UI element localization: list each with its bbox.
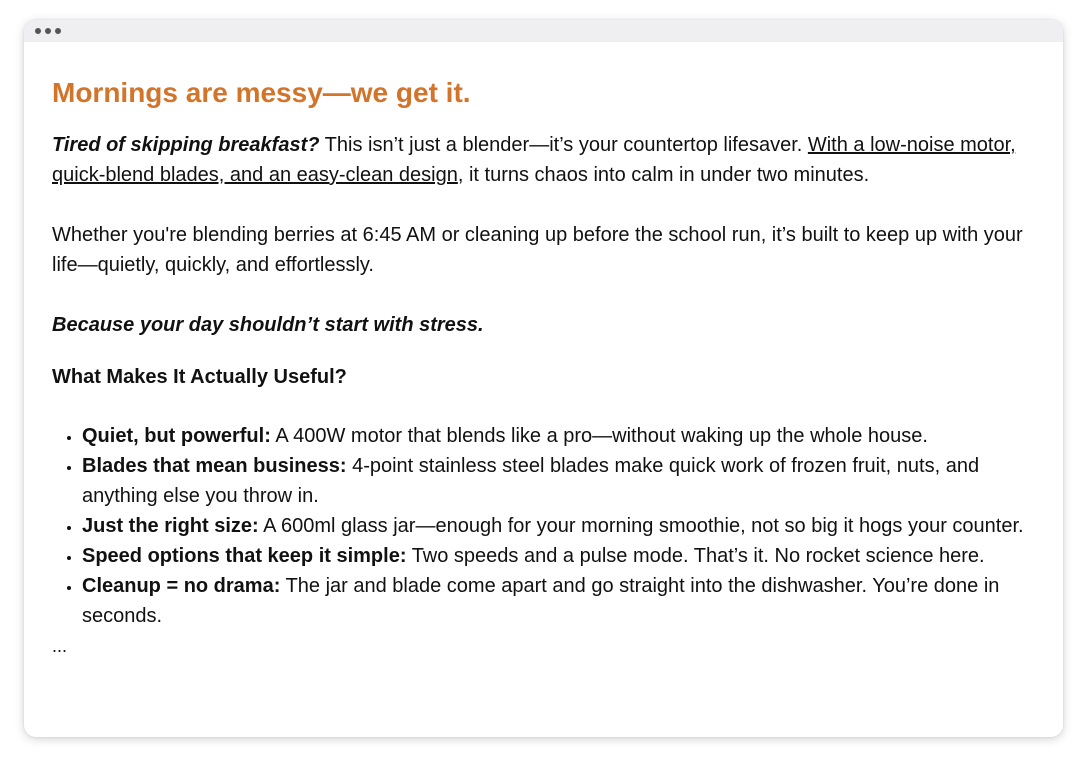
feature-title: Just the right size: xyxy=(82,515,259,537)
body-paragraph: Whether you're blending berries at 6:45 AM or cleaning up before the school run, it’s built to keep up with your life—quietly, quickly, and effortlessly. xyxy=(52,224,1023,276)
app-window xyxy=(24,20,1063,737)
window-control-dot-icon[interactable] xyxy=(35,28,41,34)
tagline: Because your day shouldn’t start with stress. xyxy=(52,314,484,336)
features-heading: What Makes It Actually Useful? xyxy=(52,366,347,388)
feature-title: Quiet, but powerful: xyxy=(82,425,271,447)
feature-title: Blades that mean business: xyxy=(82,455,347,477)
list-item xyxy=(82,451,1035,511)
feature-title: Cleanup = no drama: xyxy=(82,575,281,597)
list-item xyxy=(82,421,1035,451)
list-item xyxy=(82,571,1035,631)
article-content xyxy=(24,42,1063,659)
feature-text: 4-point stainless steel blades make quick work of frozen fruit, nuts, and anything else you throw in. xyxy=(82,455,980,507)
feature-text: A 400W motor that blends like a pro—without waking up the whole house. xyxy=(270,425,928,447)
intro-text-end: , it turns chaos into calm in under two minutes. xyxy=(457,164,870,186)
truncation-ellipsis: ... xyxy=(52,636,68,656)
feature-text: A 600ml glass jar—enough for your morning smoothie, not so big it hogs your counter. xyxy=(258,515,1024,537)
feature-text: The jar and blade come apart and go straight into the dishwasher. You’re done in seconds. xyxy=(82,575,1000,627)
window-titlebar xyxy=(24,20,1063,42)
intro-paragraph xyxy=(52,130,1035,190)
intro-lead: Tired of skipping breakfast? xyxy=(52,134,320,156)
list-item xyxy=(82,541,1035,571)
intro-text: This isn’t just a blender—it’s your countertop lifesaver. xyxy=(319,134,808,156)
window-control-dot-icon[interactable] xyxy=(55,28,61,34)
feature-text: Two speeds and a pulse mode. That’s it. No rocket science here. xyxy=(406,545,985,567)
feature-title: Speed options that keep it simple: xyxy=(82,545,407,567)
intro-underlined-text: With a low-noise motor, quick-blend blades, and an easy-clean design xyxy=(52,134,1016,186)
article-headline: Mornings are messy—we get it. xyxy=(52,77,471,108)
window-control-dot-icon[interactable] xyxy=(45,28,51,34)
features-list xyxy=(52,421,1035,631)
list-item xyxy=(82,511,1035,541)
